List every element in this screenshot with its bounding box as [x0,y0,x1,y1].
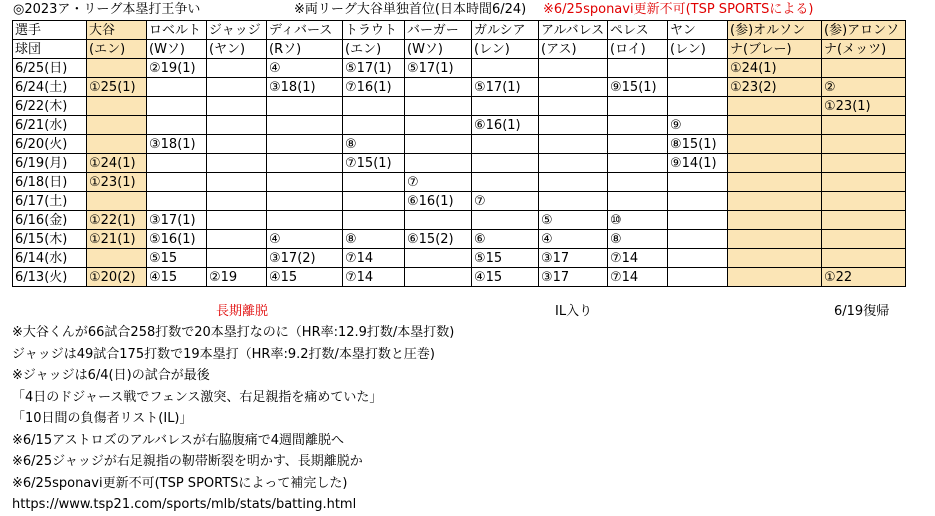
hr-race-table [12,20,906,287]
table-cell [668,249,728,268]
table-cell: ④15 [267,268,343,287]
table-cell: ①24(1) [728,59,822,78]
table-cell [87,192,147,211]
table-cell: ④15 [147,268,207,287]
table-cell [472,135,539,154]
table-cell [147,192,207,211]
table-cell: ガルシア [472,21,539,40]
table-cell [472,97,539,116]
table-cell [405,135,472,154]
table-cell [405,249,472,268]
table-row [13,135,906,154]
table-cell [539,78,608,97]
table-cell: ロベルト [147,21,207,40]
table-cell [822,192,906,211]
table-cell [608,192,668,211]
table-cell [147,154,207,173]
table-cell [728,249,822,268]
table-cell: ⑨15(1) [608,78,668,97]
table-cell [728,97,822,116]
table-cell: ⑩ [608,211,668,230]
note-line: https://www.tsp21.com/sports/mlb/stats/batting.html [12,497,357,512]
table-cell [87,59,147,78]
date-cell: 6/17(土) [13,192,87,211]
table-cell [539,135,608,154]
table-row [13,249,906,268]
date-cell: 6/24(土) [13,78,87,97]
table-cell: ①22 [822,268,906,287]
table-cell: (アス) [539,40,608,59]
table-cell [728,173,822,192]
header-team-row [13,40,906,59]
table-cell [405,116,472,135]
note-line: 「4日のドジャース戦でフェンス激突、右足親指を痛めていた」 [12,389,383,405]
table-cell [539,116,608,135]
table-cell [207,97,267,116]
table-cell: ②19(1) [147,59,207,78]
date-cell: 6/19(月) [13,154,87,173]
table-cell: 選手 [13,21,87,40]
table-cell [728,211,822,230]
table-cell [668,173,728,192]
table-cell [87,135,147,154]
table-cell: ③18(1) [147,135,207,154]
table-cell: ⑤ [539,211,608,230]
table-cell [608,154,668,173]
date-cell: 6/14(水) [13,249,87,268]
update-warning: ※6/25sponavi更新不可(TSP SPORTSによる) [543,2,814,17]
table-cell: ⑤17(1) [472,78,539,97]
table-cell [822,116,906,135]
table-cell [668,230,728,249]
table-cell [539,192,608,211]
table-cell [207,230,267,249]
sheet-title: ◎2023ア・リーグ本塁打王争い [13,2,201,17]
table-cell: ヤン [668,21,728,40]
table-cell: ①23(2) [728,78,822,97]
date-cell: 6/15(木) [13,230,87,249]
table-cell [822,59,906,78]
note-line: 「10日間の負傷者リスト(IL)」 [12,411,193,426]
table-cell: ④ [267,59,343,78]
table-cell: ⑦14 [608,268,668,287]
table-cell [207,78,267,97]
table-cell: ⑦ [472,192,539,211]
table-cell: ②19 [207,268,267,287]
judge-annotation: 長期離脱 [216,304,269,319]
table-cell: (エン) [87,40,147,59]
table-cell: (レン) [472,40,539,59]
note-line: ※大谷くんが66試合258打数で20本塁打なのに（HR率:12.9打数/本塁打数) [12,325,455,340]
table-row [13,154,906,173]
alvarez-annotation: IL入り [555,304,593,319]
table-row [13,59,906,78]
table-cell: ナ(ブレー) [728,40,822,59]
table-cell: ③17 [539,249,608,268]
table-cell [147,116,207,135]
date-cell: 6/13(火) [13,268,87,287]
table-cell: (Wソ) [147,40,207,59]
table-cell [267,192,343,211]
note-line: ※6/25ジャッジが右足親指の靭帯断裂を明かす、長期離脱か [12,454,363,469]
table-cell [207,135,267,154]
table-cell: ①23(1) [87,173,147,192]
table-cell: ⑧ [343,135,405,154]
table-cell: ⑦14 [343,268,405,287]
table-cell [267,211,343,230]
table-cell [405,211,472,230]
table-cell [147,97,207,116]
table-cell [343,173,405,192]
table-cell [728,116,822,135]
table-cell [822,211,906,230]
table-cell [728,192,822,211]
table-cell [405,268,472,287]
notes-block [12,322,927,516]
date-cell: 6/16(金) [13,211,87,230]
table-cell [207,192,267,211]
table-cell [207,211,267,230]
table-cell [343,211,405,230]
table-cell [539,97,608,116]
table-cell [472,173,539,192]
table-cell [405,78,472,97]
table-cell [343,97,405,116]
date-cell: 6/21(水) [13,116,87,135]
table-row [13,230,906,249]
table-cell [668,59,728,78]
table-cell: ①20(2) [87,268,147,287]
date-cell: 6/22(木) [13,97,87,116]
table-cell [728,268,822,287]
table-cell [267,97,343,116]
table-cell [608,173,668,192]
table-cell [539,154,608,173]
table-cell [728,230,822,249]
table-cell [668,211,728,230]
table-cell: (Rソ) [267,40,343,59]
table-cell: ③17(1) [147,211,207,230]
table-cell [147,78,207,97]
table-cell: (Wソ) [405,40,472,59]
table-row [13,116,906,135]
table-cell [668,97,728,116]
note-line: ※6/25sponavi更新不可(TSP SPORTSによって補完した) [12,475,348,491]
table-cell [87,97,147,116]
table-cell [147,173,207,192]
table-cell [608,97,668,116]
table-cell: ⑧ [343,230,405,249]
table-cell [267,116,343,135]
table-cell: ④ [539,230,608,249]
table-cell [207,249,267,268]
table-cell [405,97,472,116]
table-cell [87,116,147,135]
table-cell [207,116,267,135]
table-cell [539,173,608,192]
table-cell [608,59,668,78]
table-cell [472,154,539,173]
table-cell: ディバース [267,21,343,40]
table-row [13,268,906,287]
table-cell: 大谷 [87,21,147,40]
table-cell: ⑥ [472,230,539,249]
table-cell [728,154,822,173]
table-cell [728,135,822,154]
table-cell: ⑨ [668,116,728,135]
table-cell [343,116,405,135]
table-cell [87,249,147,268]
note-line: ※6/15アストロズのアルバレスが右脇腹痛で4週間離脱へ [12,432,345,448]
table-row [13,211,906,230]
table-cell [668,268,728,287]
table-row [13,97,906,116]
table-cell: 球団 [13,40,87,59]
table-cell [822,135,906,154]
table-cell: (ヤン) [207,40,267,59]
table-cell [822,230,906,249]
alonso-annotation: 6/19復帰 [834,304,890,319]
table-cell: ⑤15 [147,249,207,268]
table-cell: ①21(1) [87,230,147,249]
table-cell [343,192,405,211]
table-cell: ② [822,78,906,97]
table-cell: (参)オルソン [728,21,822,40]
table-cell: ⑦14 [608,249,668,268]
table-cell [539,59,608,78]
title-row [0,0,935,20]
table-cell [207,59,267,78]
table-cell: ⑤16(1) [147,230,207,249]
date-cell: 6/20(火) [13,135,87,154]
table-cell [822,154,906,173]
table-cell [822,173,906,192]
table-cell: ⑤17(1) [343,59,405,78]
table-body [13,21,906,287]
table-cell: バーガー [405,21,472,40]
table-cell: ①23(1) [822,97,906,116]
table-cell: ③17(2) [267,249,343,268]
table-cell: ①24(1) [87,154,147,173]
table-cell: ⑦16(1) [343,78,405,97]
table-cell [405,154,472,173]
table-cell: ①25(1) [87,78,147,97]
note-line: ジャッジは49試合175打数で19本塁打（HR率:9.2打数/本塁打数と圧巻) [12,346,435,362]
table-cell: ⑥16(1) [472,116,539,135]
note-line: ※ジャッジは6/4(日)の試合が最後 [12,368,210,383]
table-cell: ⑦ [405,173,472,192]
table-cell [668,78,728,97]
table-cell: ①22(1) [87,211,147,230]
header-player-row [13,21,906,40]
table-cell [608,135,668,154]
table-cell: ⑨14(1) [668,154,728,173]
table-row [13,192,906,211]
table-row [13,173,906,192]
table-cell [472,211,539,230]
table-cell: (ロイ) [608,40,668,59]
table-cell: (レン) [668,40,728,59]
table-cell: ③17 [539,268,608,287]
table-cell: アルバレス [539,21,608,40]
table-cell: (エン) [343,40,405,59]
table-cell [207,154,267,173]
table-cell: ③18(1) [267,78,343,97]
table-cell: ④15 [472,268,539,287]
sheet-subtitle: ※両リーグ大谷単独首位(日本時間6/24) [294,2,527,17]
table-cell: トラウト [343,21,405,40]
table-row [13,78,906,97]
table-cell: ④ [267,230,343,249]
table-cell: ナ(メッツ) [822,40,906,59]
table-cell: ⑧15(1) [668,135,728,154]
table-cell: ⑤15 [472,249,539,268]
table-cell: ⑥16(1) [405,192,472,211]
table-cell: ⑦14 [343,249,405,268]
table-cell [267,173,343,192]
table-cell [267,154,343,173]
table-cell [472,59,539,78]
table-cell: ⑥15(2) [405,230,472,249]
table-cell: ペレス [608,21,668,40]
table-cell [668,192,728,211]
table-cell: ⑦15(1) [343,154,405,173]
date-cell: 6/18(日) [13,173,87,192]
table-cell: (参)アロンソ [822,21,906,40]
date-cell: 6/25(日) [13,59,87,78]
table-cell: ⑧ [608,230,668,249]
table-cell [207,173,267,192]
table-cell: ジャッジ [207,21,267,40]
table-cell [822,249,906,268]
table-cell [267,135,343,154]
table-cell: ⑤17(1) [405,59,472,78]
table-cell [608,116,668,135]
